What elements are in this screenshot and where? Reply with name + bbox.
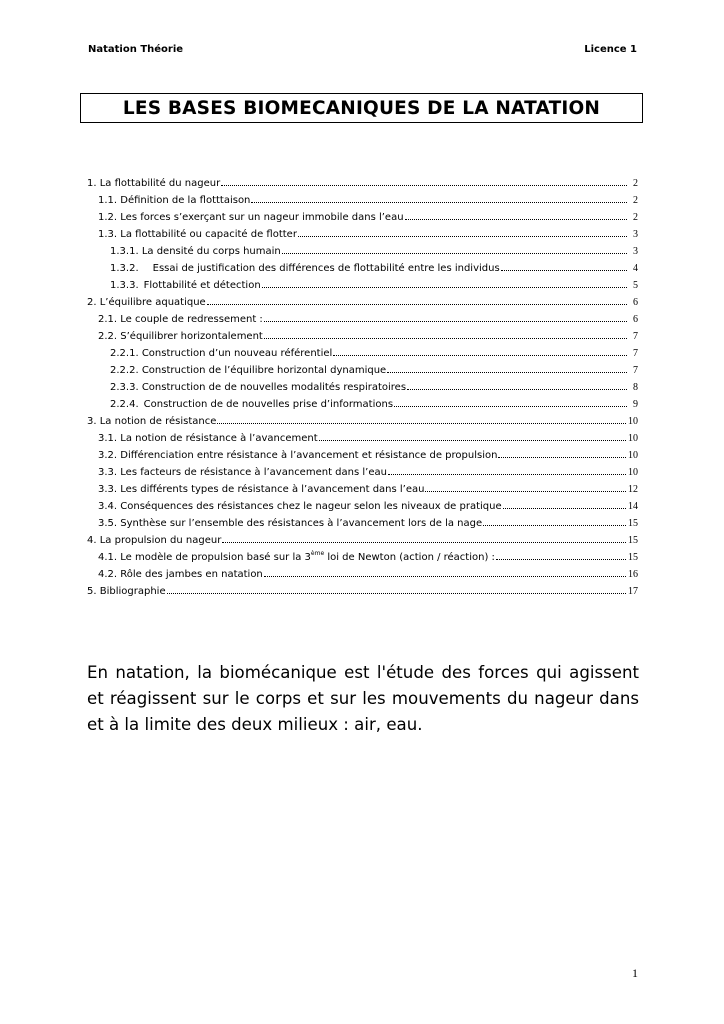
toc-entry-leader [501, 269, 627, 271]
toc-entry-page: 7 [633, 348, 638, 359]
toc-entry-text: Rôle des jambes en natation [120, 569, 263, 580]
toc-entry-page: 15 [628, 535, 638, 546]
toc-entry[interactable] [87, 223, 638, 240]
toc-entry-label [110, 365, 386, 376]
document-title: LES BASES BIOMECANIQUES DE LA NATATION [122, 97, 601, 119]
toc-entry-label [98, 314, 263, 325]
toc-entry[interactable] [87, 342, 638, 359]
toc-entry-number: 3.3. [98, 484, 118, 495]
toc-entry[interactable] [87, 359, 638, 376]
toc-entry-label [98, 467, 387, 478]
toc-entry-text: Construction de de nouvelles prise d’informations [143, 399, 394, 410]
toc-entry-number: 2.2. [98, 331, 118, 342]
toc-entry-text: Le modèle de propulsion basé sur la 3 [120, 552, 311, 563]
toc-entry-leader [394, 405, 627, 407]
toc-entry-text: L’équilibre aquatique [99, 297, 206, 308]
toc-entry-page: 2 [633, 212, 638, 223]
toc-entry-page: 6 [633, 314, 638, 325]
toc-entry-page: 5 [633, 280, 638, 291]
table-of-contents [87, 172, 638, 597]
toc-entry-page: 10 [628, 416, 638, 427]
toc-entry-page: 10 [628, 467, 638, 478]
toc-entry-page: 14 [628, 501, 638, 512]
toc-entry-label [87, 586, 166, 597]
toc-entry-label [110, 263, 500, 274]
toc-entry[interactable] [87, 189, 638, 206]
toc-entry[interactable] [87, 495, 638, 512]
toc-entry-number: 3.1. [98, 433, 118, 444]
toc-entry[interactable] [87, 172, 638, 189]
toc-entry-number: 2.2.4. [110, 399, 139, 410]
toc-entry-page: 16 [628, 569, 638, 580]
toc-entry-label [87, 297, 206, 308]
toc-entry-page: 4 [633, 263, 638, 274]
toc-entry-page: 8 [633, 382, 638, 393]
toc-entry[interactable] [87, 563, 638, 580]
toc-entry-leader [425, 490, 626, 492]
toc-entry-text: Construction de l’équilibre horizontal dynamique [141, 365, 387, 376]
toc-entry-leader [264, 337, 627, 339]
toc-entry-label [98, 552, 495, 563]
intro-paragraph: En natation, la biomécanique est l'étude des forces qui agissent et réagissent sur le corps et sur les mouvements du nageur dans et à la limite des deux milieux : air, eau. [87, 663, 639, 734]
toc-entry-leader [282, 252, 627, 254]
toc-entry-label [98, 518, 482, 529]
toc-entry-label [98, 569, 263, 580]
toc-entry-number: 3. [87, 416, 97, 427]
toc-entry-number: 1. [87, 178, 97, 189]
toc-entry[interactable] [87, 410, 638, 427]
page-number: 1 [632, 966, 638, 980]
toc-entry[interactable] [87, 393, 638, 410]
toc-entry-number: 3.4. [98, 501, 118, 512]
toc-entry-leader [483, 524, 626, 526]
toc-entry-number: 1.3.1. [110, 246, 139, 257]
toc-entry-text: Les différents types de résistance à l’avancement dans l’eau [120, 484, 425, 495]
toc-entry-page: 10 [628, 450, 638, 461]
toc-entry-page: 15 [628, 552, 638, 563]
toc-entry-label [87, 178, 220, 189]
toc-entry-number: 1.1. [98, 195, 118, 206]
toc-entry-text: Les facteurs de résistance à l’avancement dans l’eau [120, 467, 387, 478]
toc-entry-text: S’équilibrer horizontalement [120, 331, 263, 342]
toc-entry-label [110, 348, 332, 359]
toc-entry-label [98, 212, 404, 223]
toc-entry[interactable] [87, 546, 638, 563]
toc-entry-label [110, 399, 393, 410]
toc-entry-label [110, 280, 261, 291]
toc-entry-leader [319, 439, 626, 441]
toc-entry-label [98, 433, 318, 444]
toc-entry-text: Le couple de redressement : [120, 314, 263, 325]
toc-entry-page: 10 [628, 433, 638, 444]
toc-entry-label [110, 382, 406, 393]
toc-entry-leader [264, 320, 627, 322]
toc-entry-text: La densité du corps humain [141, 246, 281, 257]
toc-entry-page: 7 [633, 331, 638, 342]
toc-entry-text-after: loi de Newton (action / réaction) : [324, 552, 495, 563]
toc-entry[interactable] [87, 580, 638, 597]
toc-entry-number: 3.2. [98, 450, 118, 461]
toc-entry-page: 15 [628, 518, 638, 529]
toc-entry-leader [298, 235, 627, 237]
running-header-left: Natation Théorie [88, 44, 184, 55]
toc-entry-text: Définition de la flotttaison [120, 195, 251, 206]
toc-entry-text: Flottabilité et détection [143, 280, 261, 291]
toc-entry-page: 12 [628, 484, 638, 495]
toc-entry-number: 4.2. [98, 569, 118, 580]
toc-entry-leader [387, 371, 627, 373]
toc-entry-label [87, 416, 216, 427]
toc-entry[interactable] [87, 512, 638, 529]
toc-entry[interactable] [87, 529, 638, 546]
toc-entry-leader [405, 218, 627, 220]
toc-entry-leader [498, 456, 626, 458]
toc-entry[interactable] [87, 444, 638, 461]
toc-entry-leader [264, 575, 626, 577]
toc-entry-leader [503, 507, 626, 509]
toc-entry[interactable] [87, 325, 638, 342]
toc-entry-page: 7 [633, 365, 638, 376]
toc-entry-leader [251, 201, 627, 203]
toc-entry[interactable] [87, 291, 638, 308]
toc-entry-text: Différenciation entre résistance à l’avancement et résistance de propulsion [120, 450, 498, 461]
toc-entry[interactable] [87, 257, 638, 274]
toc-entry-number: 3.3. [98, 467, 118, 478]
toc-entry[interactable] [87, 308, 638, 325]
toc-entry-text: Les forces s’exerçant sur un nageur immobile dans l’eau [120, 212, 404, 223]
toc-entry-leader [407, 388, 627, 390]
toc-entry-number: 3.5. [98, 518, 118, 529]
toc-entry-number: 4. [87, 535, 97, 546]
toc-entry-page: 2 [633, 195, 638, 206]
toc-entry-page: 6 [633, 297, 638, 308]
toc-entry-text: La flottabilité ou capacité de flotter [120, 229, 297, 240]
toc-entry-text: Bibliographie [99, 586, 166, 597]
toc-entry-text: Synthèse sur l’ensemble des résistances à l’avancement lors de la nage [120, 518, 483, 529]
toc-entry-page: 17 [628, 586, 638, 597]
toc-entry-label [98, 331, 263, 342]
toc-entry-text: La notion de résistance [99, 416, 217, 427]
toc-entry-text: Construction de de nouvelles modalités respiratoires [141, 382, 407, 393]
toc-entry-label [98, 195, 250, 206]
toc-entry[interactable] [87, 376, 638, 393]
toc-entry[interactable] [87, 206, 638, 223]
toc-entry-number: 1.2. [98, 212, 118, 223]
toc-entry-page: 9 [633, 399, 638, 410]
toc-entry-text: La notion de résistance à l’avancement [120, 433, 318, 444]
toc-entry[interactable] [87, 427, 638, 444]
toc-entry-text: Conséquences des résistances chez le nageur selon les niveaux de pratique [120, 501, 502, 512]
toc-entry-label [110, 246, 281, 257]
toc-entry-number: 5. [87, 586, 97, 597]
toc-entry-number: 1.3.3. [110, 280, 139, 291]
toc-entry-number: 2. [87, 297, 97, 308]
toc-entry-text: Construction d’un nouveau référentiel [141, 348, 333, 359]
toc-entry[interactable] [87, 478, 638, 495]
toc-entry[interactable] [87, 461, 638, 478]
toc-entry-text: La flottabilité du nageur [99, 178, 221, 189]
toc-entry-page: 3 [633, 229, 638, 240]
toc-entry-page: 3 [633, 246, 638, 257]
toc-entry[interactable] [87, 240, 638, 257]
toc-entry-label [98, 501, 502, 512]
toc-entry-label [87, 535, 221, 546]
toc-entry-number: 4.1. [98, 552, 118, 563]
toc-entry-leader [222, 541, 626, 543]
toc-entry-text: Essai de justification des différences de flottabilité entre les individus [152, 263, 500, 274]
toc-entry-leader [221, 184, 627, 186]
toc-entry-label [98, 484, 424, 495]
toc-entry-leader [167, 592, 626, 594]
toc-entry-number: 2.1. [98, 314, 118, 325]
toc-entry-label [98, 450, 497, 461]
toc-entry-leader [496, 558, 626, 560]
toc-entry[interactable] [87, 274, 638, 291]
toc-entry-leader [262, 286, 627, 288]
toc-entry-leader [207, 303, 627, 305]
toc-entry-number: 2.2.2. [110, 365, 139, 376]
toc-entry-leader [217, 422, 626, 424]
toc-entry-number: 2.3.3. [110, 382, 139, 393]
toc-entry-number: 2.2.1. [110, 348, 139, 359]
toc-entry-leader [388, 473, 626, 475]
toc-entry-label [98, 229, 297, 240]
toc-entry-leader [333, 354, 627, 356]
toc-entry-superscript: ème [310, 550, 325, 557]
toc-entry-page: 2 [633, 178, 638, 189]
toc-entry-number: 1.3. [98, 229, 118, 240]
toc-entry-text: La propulsion du nageur [99, 535, 222, 546]
running-header-right: Licence 1 [584, 44, 637, 55]
toc-entry-number: 1.3.2. [110, 263, 139, 274]
document-title-box [80, 93, 643, 123]
